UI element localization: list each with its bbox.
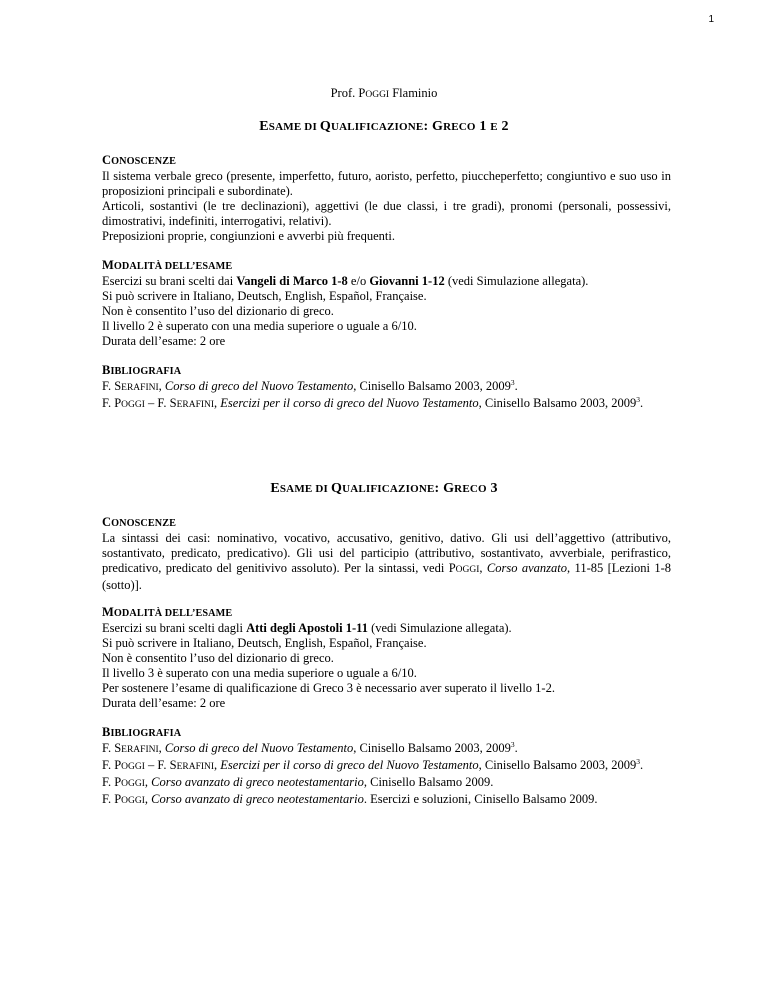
paragraph: Esercizi su brani scelti dai Vangeli di Marco 1-8 e/o Giovanni 1-12 (vedi Simulazione allegata). <box>102 274 589 288</box>
author-line: Prof. POGGI Flaminio <box>330 86 438 100</box>
page-number: 1 <box>708 14 714 25</box>
reference: F. POGGI – F. SERAFINI, Esercizi per il corso di greco del Nuovo Testamento, Cinisello Balsamo 2003, 2009$^3$. <box>102 756 644 772</box>
paragraph: Non è consentito l’uso del dizionario di greco. <box>102 304 334 318</box>
paragraph: Per sostenere l’esame di qualificazione di Greco 3 è necessario aver superato il livello 1-2. <box>102 681 555 695</box>
paragraph: Il sistema verbale greco (presente, imperfetto, futuro, aoristo, perfetto, piuccheperfetto; congiuntivo e suo uso in proposizioni principali e subordinate). <box>102 169 671 198</box>
exam1-conoscenze-section <box>102 153 671 244</box>
exam1-modalita-section <box>102 258 671 349</box>
paragraph: Preposizioni proprie, congiunzioni e avverbi più frequenti. <box>102 229 395 243</box>
reference: F. POGGI, Corso avanzato di greco neotestamentario, Cinisello Balsamo 2009. <box>102 775 494 789</box>
paragraph: Durata dell’esame: 2 ore <box>102 696 226 710</box>
section-heading: MODALITÀ DELL’ESAME <box>102 258 233 272</box>
section-heading: BIBLIOGRAFIA <box>102 363 182 377</box>
paragraph: Si può scrivere in Italiano, Deutsch, English, Español, Française. <box>102 289 427 303</box>
paragraph: Esercizi su brani scelti dagli Atti degli Apostoli 1-11 (vedi Simulazione allegata). <box>102 621 512 635</box>
exam3-bibliografia-section <box>102 725 671 809</box>
reference: F. POGGI – F. SERAFINI, Esercizi per il corso di greco del Nuovo Testamento, Cinisello Balsamo 2003, 2009$^3$. <box>102 394 644 410</box>
section-heading: CONOSCENZE <box>102 153 177 167</box>
section-heading: CONOSCENZE <box>102 515 177 529</box>
paragraph: Si può scrivere in Italiano, Deutsch, English, Español, Française. <box>102 636 427 650</box>
reference: F. SERAFINI, Corso di greco del Nuovo Testamento, Cinisello Balsamo 2003, 2009$^3$. <box>102 377 518 393</box>
paragraph: Il livello 3 è superato con una media superiore o uguale a 6/10. <box>102 666 417 680</box>
paragraph: Durata dell’esame: 2 ore <box>102 334 226 348</box>
exam3-modalita-section <box>102 605 671 711</box>
paragraph: Articoli, sostantivi (le tre declinazioni), aggettivi (le due classi, i tre gradi), pronomi (personali, possessivi, dimostrativi, indefiniti, interrogativi, relativi). <box>102 199 671 228</box>
exam1-bibliografia-section <box>102 363 671 413</box>
paragraph: La sintassi dei casi: nominativo, vocativo, accusativo, genitivo, dativo. Gli usi dell’aggettivo (attributivo, sostantivato, predicato, predicativo). Gli usi del participio (attributivo, sostantivato, avverbiale, perifrastico, predicativo, predicato del genitivivo assoluto). Per la sintassi, vedi POGGI, Corso avanzato, 11-85 [Lezioni 1-8 (sotto)]. <box>102 531 672 592</box>
paragraph: Il livello 2 è superato con una media superiore o uguale a 6/10. <box>102 319 417 333</box>
paragraph: Non è consentito l’uso del dizionario di greco. <box>102 651 334 665</box>
section-heading: MODALITÀ DELL’ESAME <box>102 605 233 619</box>
section-heading: BIBLIOGRAFIA <box>102 725 182 739</box>
exam3-title: ESAME DI QUALIFICAZIONE: GRECO 3 <box>270 481 498 496</box>
reference: F. POGGI, Corso avanzato di greco neotestamentario. Esercizi e soluzioni, Cinisello Balsamo 2009. <box>102 792 598 806</box>
exam3-conoscenze-section <box>102 515 671 593</box>
reference: F. SERAFINI, Corso di greco del Nuovo Testamento, Cinisello Balsamo 2003, 2009$^3$. <box>102 739 518 755</box>
exam1-title: ESAME DI QUALIFICAZIONE: GRECO 1 E 2 <box>259 119 509 134</box>
